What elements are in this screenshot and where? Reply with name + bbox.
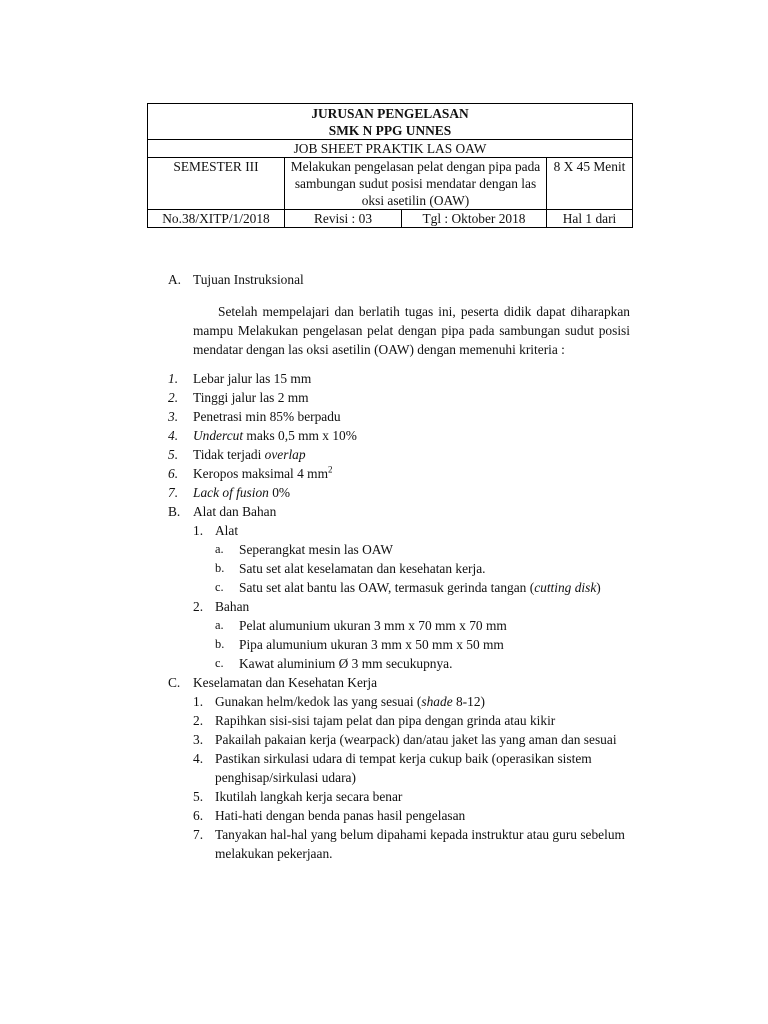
page-number-cell: Hal 1 dari xyxy=(547,210,633,228)
job-sheet-title: JOB SHEET PRAKTIK LAS OAW xyxy=(148,140,633,158)
header-title-cell xyxy=(148,104,633,140)
list-item: c. Satu set alat bantu las OAW, termasuk gerinda tangan (cutting disk) xyxy=(215,580,601,595)
document-number-cell: No.38/XITP/1/2018 xyxy=(148,210,285,228)
list-item: 5. Tidak terjadi overlap xyxy=(168,447,306,462)
list-item: 6. Keropos maksimal 4 $mm^2$ xyxy=(168,464,333,481)
list-item: 1. Gunakan helm/kedok las yang sesuai (shade 8-12) xyxy=(193,694,485,709)
section-title: Tujuan Instruksional xyxy=(193,272,304,287)
section-title: Keselamatan dan Kesehatan Kerja xyxy=(193,675,378,690)
topic-cell: Melakukan pengelasan pelat dengan pipa pada sambungan sudut posisi mendatar dengan las oksi asetilin (OAW) xyxy=(285,158,547,210)
list-item: b. Satu set alat keselamatan dan kesehatan kerja. xyxy=(215,561,486,576)
section-b-heading xyxy=(168,502,630,521)
school-name: SMK N PPG UNNES xyxy=(328,123,452,138)
criteria-list xyxy=(168,369,630,502)
tools-group-heading: 1. Alat xyxy=(193,523,239,538)
section-marker: C. xyxy=(168,675,181,690)
safety-list xyxy=(168,692,630,863)
list-item: a. Pelat alumunium ukuran 3 mm x 70 mm x 70 mm xyxy=(215,618,507,633)
department-title: JURUSAN PENGELASAN xyxy=(311,106,469,121)
document-body xyxy=(168,270,630,863)
materials-group-heading: 2. Bahan xyxy=(193,599,250,614)
list-item: 3. Penetrasi min 85% berpadu xyxy=(168,409,341,424)
semester-cell: SEMESTER III xyxy=(148,158,285,210)
list-item: a. Seperangkat mesin las OAW xyxy=(215,542,393,557)
list-item: 7. Lack of fusion 0% xyxy=(168,485,291,500)
section-a-heading xyxy=(168,270,630,289)
duration-cell: 8 X 45 Menit xyxy=(547,158,633,210)
section-c-heading xyxy=(168,673,630,692)
list-item: 7. Tanyakan hal-hal yang belum dipahami kepada instruktur atau guru sebelum melakukan pekerjaan. xyxy=(193,827,625,861)
list-item: c. Kawat aluminium Ø 3 mm secukupnya. xyxy=(215,656,453,671)
list-item: b. Pipa alumunium ukuran 3 mm x 50 mm x 50 mm xyxy=(215,637,504,652)
section-marker: A. xyxy=(168,272,182,287)
list-item: 2. Tinggi jalur las 2 mm xyxy=(168,390,309,405)
list-item: 1. Lebar jalur las 15 mm xyxy=(168,371,312,386)
list-item: 5. Ikutilah langkah kerja secara benar xyxy=(193,789,403,804)
list-item: 6. Hati-hati dengan benda panas hasil pengelasan xyxy=(193,808,466,823)
date-cell: Tgl : Oktober 2018 xyxy=(402,210,547,228)
list-item: 2. Rapihkan sisi-sisi tajam pelat dan pipa dengan grinda atau kikir xyxy=(193,713,556,728)
job-sheet-header-table xyxy=(147,103,633,228)
list-item: 4. Pastikan sirkulasi udara di tempat kerja cukup baik (operasikan sistem penghisap/sirkulasi udara) xyxy=(193,751,592,785)
revision-cell: Revisi : 03 xyxy=(285,210,402,228)
section-title: Alat dan Bahan xyxy=(193,504,277,519)
section-marker: B. xyxy=(168,504,181,519)
list-item: 4. Undercut maks 0,5 mm x 10% xyxy=(168,428,357,443)
instruction-paragraph: Setelah mempelajari dan berlatih tugas ini, peserta didik dapat diharapkan mampu Melakukan pengelasan pelat dengan pipa pada sambungan sudut posisi mendatar dengan las oksi asetilin (OAW) dengan memenuhi kriteria : xyxy=(193,304,630,357)
list-item: 3. Pakailah pakaian kerja (wearpack) dan/atau jaket las yang aman dan sesuai xyxy=(193,732,617,747)
